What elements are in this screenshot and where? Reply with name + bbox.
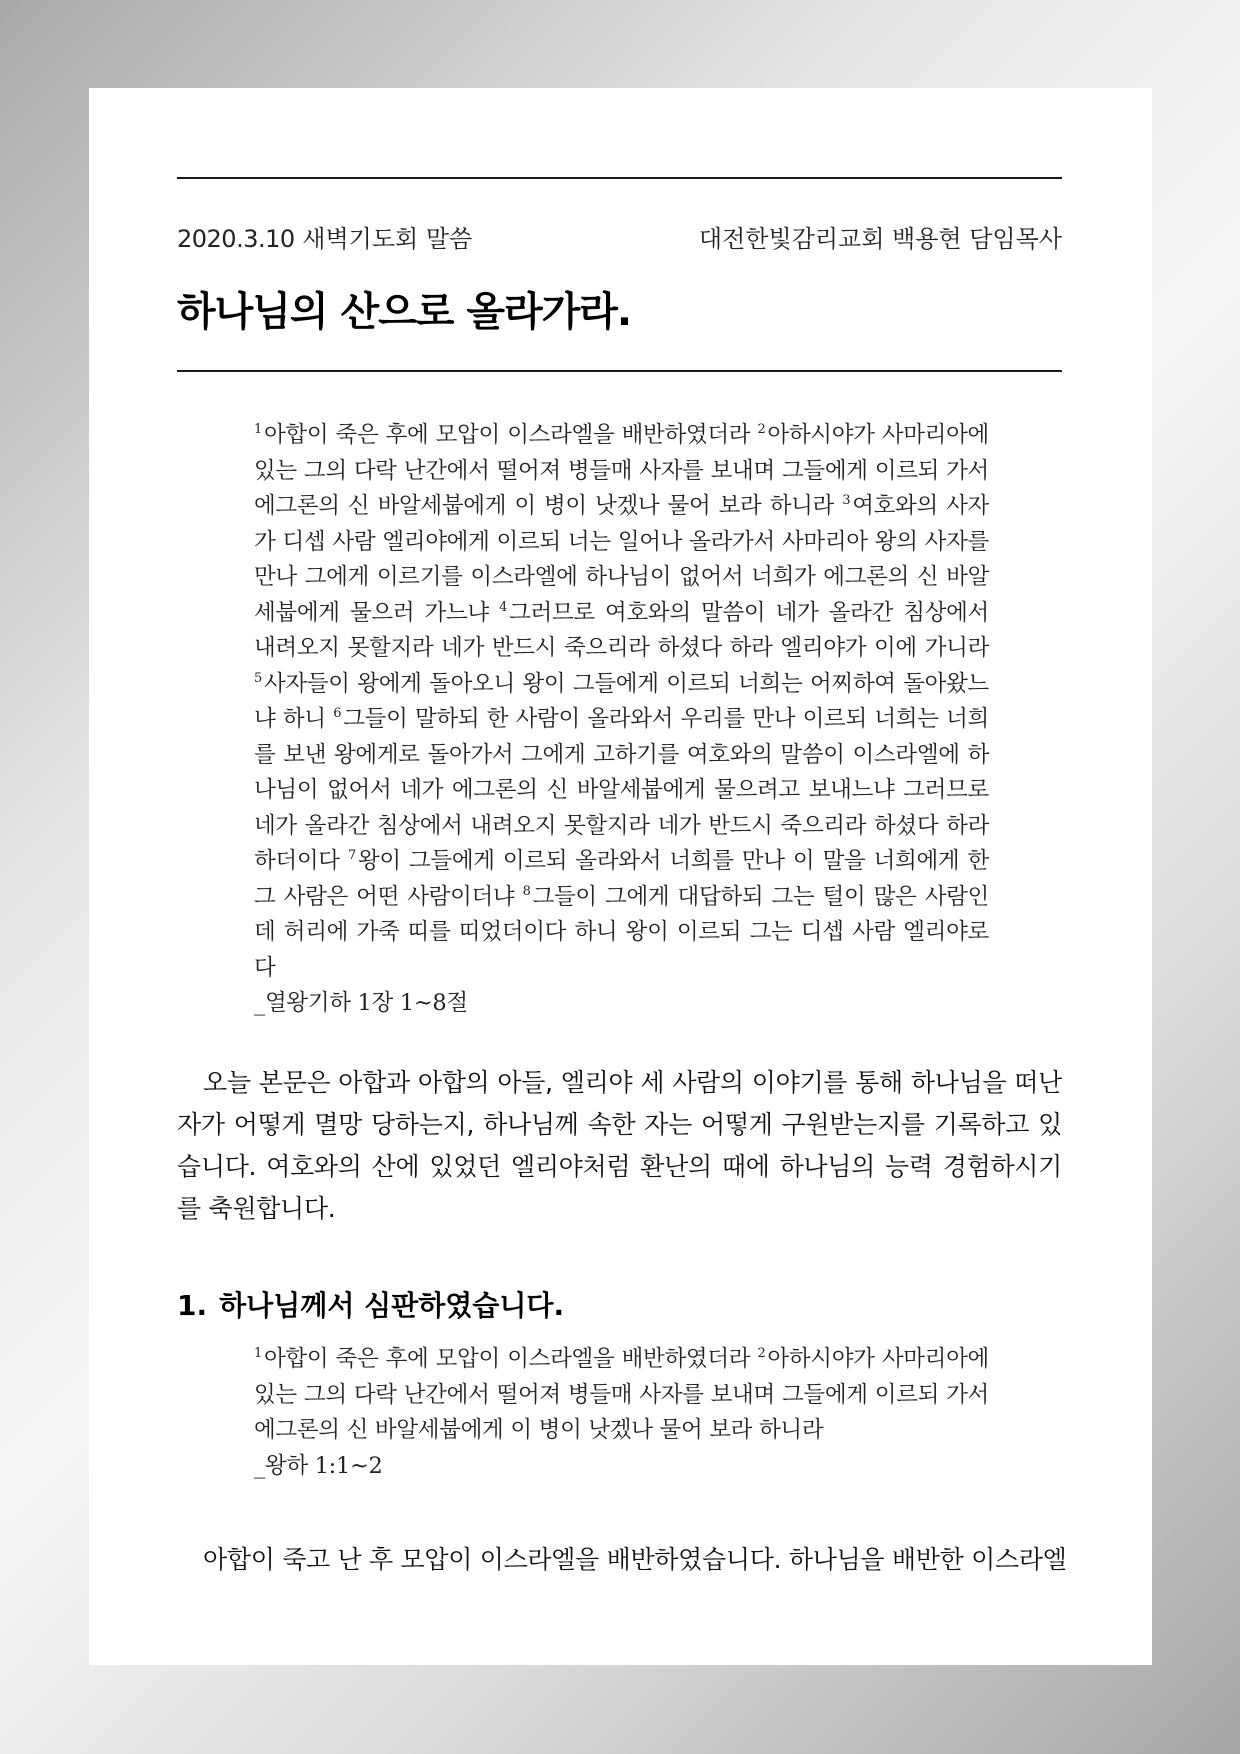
sermon-date: 2020.3.10 — [177, 225, 295, 253]
service-name: 새벽기도회 말씀 — [302, 225, 473, 253]
verse-number: 4 — [499, 599, 508, 615]
document-page — [89, 88, 1152, 1665]
intro-paragraph: 오늘 본문은 아합과 아합의 아들, 엘리야 세 사람의 이야기를 통해 하나님을 떠난 자가 어떻게 멸망 당하는지, 하나님께 속한 자는 어떻게 구원받는지를 기록하고 있습니다. 여호와의 산에 있었던 엘리야처럼 환난의 때에 하나님의 능력 경험하시기를 축원합니다. — [177, 1068, 1062, 1223]
church-name: 대전한빛감리교회 — [698, 225, 885, 253]
verse-text: 여호와의 사자가 디셉 사람 엘리야에게 이르되 너는 일어나 올라가서 사마리아 왕의 사자를 만나 그에게 이르기를 이스라엘에 하나님이 없어서 너희가 에그론의 신 바알세붑에게 물으러 가느냐 — [254, 493, 989, 626]
church-pastor-line — [699, 219, 1062, 254]
verse-text: 아합이 죽은 후에 모압이 이스라엘을 배반하였더라 — [263, 1346, 751, 1372]
verse-number: 6 — [333, 706, 342, 721]
sermon-title: 하나님의 산으로 올라가라. — [177, 289, 632, 335]
section-heading-text: 하나님께서 심판하였습니다. — [219, 1289, 565, 1322]
verse-number: 5 — [254, 670, 262, 686]
verse-text: 그러므로 여호와의 말씀이 네가 올라간 침상에서 내려오지 못할지라 네가 반드시 죽으리라 하셨다 하라 엘리야가 이에 가니라 — [254, 599, 989, 661]
section-heading — [177, 1284, 564, 1324]
sermon-date-line — [177, 219, 472, 254]
verse-number: 8 — [522, 883, 531, 899]
section-scripture-passage — [254, 1342, 989, 1484]
verse-number: 1 — [254, 1346, 262, 1361]
verse-text: 사자들이 왕에게 돌아오니 왕이 그들에게 이르되 너희는 어찌하여 돌아왔느냐 하니 — [254, 670, 989, 732]
verse-number: 7 — [347, 848, 356, 863]
verse-number: 2 — [757, 1346, 766, 1361]
verse-text: 왕이 그들에게 이르되 올라와서 너희를 만나 이 말을 너희에게 한 그 사람은 어떤 사람이더냐 — [254, 848, 989, 910]
pastor-name: 백용현 — [892, 225, 962, 253]
scripture-reference: _왕하 1:1~2 — [254, 1452, 383, 1479]
verse-text: 아하시야가 사마리아에 있는 그의 다락 난간에서 떨어져 병들매 사자를 보내며 그들에게 이르되 가서 에그론의 신 바알세붑에게 이 병이 낫겠나 물어 보라 하니라 — [254, 1346, 989, 1443]
verse-number: 2 — [757, 422, 766, 437]
verse-text: 아합이 죽은 후에 모압이 이스라엘을 배반하였더라 — [263, 422, 751, 448]
verse-number: 3 — [842, 493, 851, 508]
verse-number: 1 — [254, 422, 262, 437]
verse-text: 그들이 그에게 대답하되 그는 털이 많은 사람인데 허리에 가죽 띠를 띠었더이다 하니 왕이 이르되 그는 디셉 사람 엘리야로다 — [254, 883, 989, 981]
title-bottom-rule — [177, 370, 1062, 372]
scripture-reference: _열왕기하 1장 1~8절 — [254, 990, 468, 1016]
pastor-position: 담임목사 — [969, 225, 1062, 253]
verse-text: 아하시야가 사마리아에 있는 그의 다락 난간에서 떨어져 병들매 사자를 보내며 그들에게 이르되 가서 에그론의 신 바알세붑에게 이 병이 낫겠나 물어 보라 하니라 — [254, 422, 989, 519]
main-scripture-passage — [254, 418, 989, 1022]
section-number: 1. — [177, 1289, 208, 1322]
section-paragraph: 아합이 죽고 난 후 모압이 이스라엘을 배반하였습니다. 하나님을 배반한 이스라엘 — [203, 1545, 1067, 1574]
verse-text: 그들이 말하되 한 사람이 올라와서 우리를 만나 이르되 너희는 너희를 보낸 왕에게로 돌아가서 그에게 고하기를 여호와의 말씀이 이스라엘에 하나님이 없어서 네가 에그론의 신 바알세붑에게 물으려고 보내느냐 그러므로 네가 올라간 침상에서 내려오지 못할지라 네가 반드시 죽으리라 하셨다 하라 하더이다 — [254, 706, 989, 874]
top-rule — [177, 177, 1062, 179]
